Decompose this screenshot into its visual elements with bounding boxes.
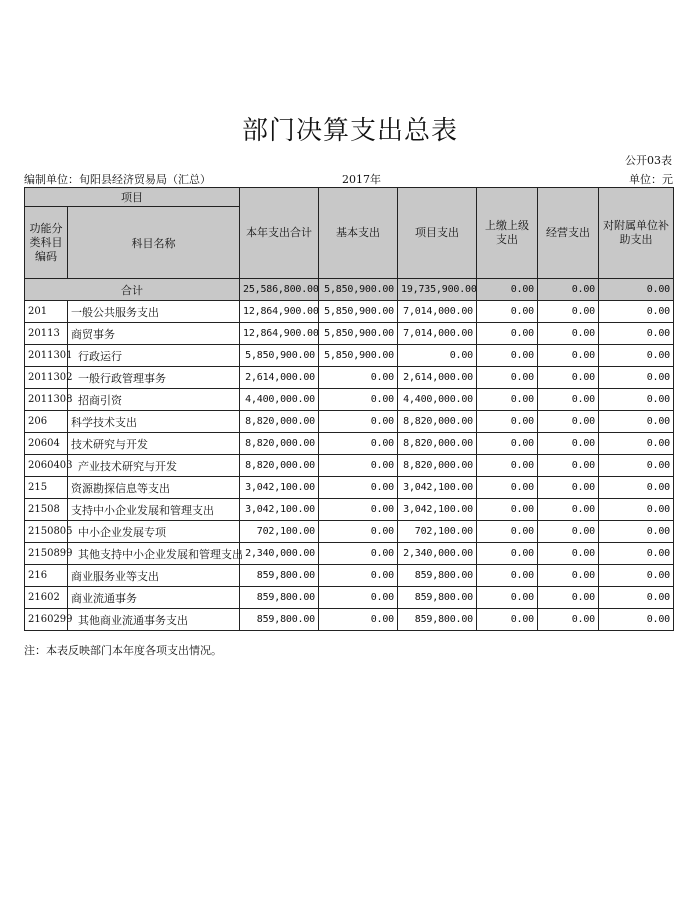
row-value: 0.00 — [319, 433, 398, 455]
row-value: 0.00 — [477, 323, 538, 345]
row-value: 2,340,000.00 — [240, 543, 319, 565]
row-value: 0.00 — [538, 455, 599, 477]
row-value: 0.00 — [599, 345, 674, 367]
row-value: 0.00 — [477, 367, 538, 389]
row-value: 4,400,000.00 — [240, 389, 319, 411]
row-value: 0.00 — [319, 543, 398, 565]
row-value: 3,042,100.00 — [240, 477, 319, 499]
row-value: 702,100.00 — [240, 521, 319, 543]
row-value: 2,614,000.00 — [398, 367, 477, 389]
row-value: 0.00 — [319, 411, 398, 433]
row-code: 21508 — [25, 499, 68, 521]
row-value: 0.00 — [477, 389, 538, 411]
row-value: 12,864,900.00 — [240, 323, 319, 345]
row-value: 0.00 — [538, 587, 599, 609]
row-name: 支持中小企业发展和管理支出 — [68, 499, 240, 521]
row-value: 12,864,900.00 — [240, 301, 319, 323]
row-value: 0.00 — [599, 609, 674, 631]
meta-row — [24, 171, 673, 187]
row-name: 科学技术支出 — [68, 411, 240, 433]
row-name: 商业服务业等支出 — [68, 565, 240, 587]
row-value: 8,820,000.00 — [398, 433, 477, 455]
row-value: 0.00 — [319, 389, 398, 411]
row-value: 0.00 — [477, 543, 538, 565]
page-title: 部门决算支出总表 — [241, 116, 458, 146]
row-value: 0.00 — [599, 367, 674, 389]
total-row — [25, 279, 674, 301]
row-name: 商贸事务 — [68, 323, 240, 345]
row-code: 216 — [25, 565, 68, 587]
row-code: 2160299 — [25, 609, 68, 631]
table-row — [25, 367, 674, 389]
total-value: 0.00 — [599, 279, 674, 301]
header-name: 科目名称 — [68, 207, 240, 279]
row-value: 0.00 — [538, 521, 599, 543]
table-row — [25, 521, 674, 543]
header-project: 项目支出 — [398, 188, 477, 279]
row-value: 859,800.00 — [398, 565, 477, 587]
row-value: 0.00 — [538, 301, 599, 323]
row-value: 0.00 — [599, 455, 674, 477]
header-code: 功能分类科目编码 — [25, 207, 68, 279]
total-value: 5,850,900.00 — [319, 279, 398, 301]
row-value: 8,820,000.00 — [398, 455, 477, 477]
total-value: 0.00 — [538, 279, 599, 301]
row-name: 商业流通事务 — [68, 587, 240, 609]
row-value: 0.00 — [599, 587, 674, 609]
row-name: 中小企业发展专项 — [68, 521, 240, 543]
row-value: 0.00 — [599, 543, 674, 565]
row-value: 859,800.00 — [398, 609, 477, 631]
row-value: 0.00 — [538, 543, 599, 565]
row-value: 0.00 — [477, 521, 538, 543]
table-row — [25, 609, 674, 631]
row-code: 2150899 — [25, 543, 68, 565]
row-code: 206 — [25, 411, 68, 433]
header-business: 经营支出 — [538, 188, 599, 279]
row-value: 859,800.00 — [240, 587, 319, 609]
row-code: 2150805 — [25, 521, 68, 543]
compiling-unit: 编制单位：旬阳县经济贸易局（汇总） — [24, 173, 211, 186]
row-value: 0.00 — [319, 455, 398, 477]
row-code: 215 — [25, 477, 68, 499]
row-value: 0.00 — [599, 521, 674, 543]
row-value: 8,820,000.00 — [398, 411, 477, 433]
header-subsidy: 对附属单位补助支出 — [599, 188, 674, 279]
row-value: 8,820,000.00 — [240, 411, 319, 433]
row-value: 8,820,000.00 — [240, 455, 319, 477]
row-value: 0.00 — [477, 587, 538, 609]
row-value: 3,042,100.00 — [240, 499, 319, 521]
row-code: 20113 — [25, 323, 68, 345]
row-value: 0.00 — [599, 477, 674, 499]
row-value: 0.00 — [538, 609, 599, 631]
row-value: 5,850,900.00 — [240, 345, 319, 367]
row-value: 0.00 — [477, 499, 538, 521]
table-row — [25, 455, 674, 477]
expenditure-table — [24, 187, 674, 631]
row-name: 资源勘探信息等支出 — [68, 477, 240, 499]
row-value: 5,850,900.00 — [319, 323, 398, 345]
row-value: 3,042,100.00 — [398, 477, 477, 499]
row-code: 21602 — [25, 587, 68, 609]
row-value: 0.00 — [477, 609, 538, 631]
row-value: 0.00 — [599, 301, 674, 323]
row-name: 产业技术研究与开发 — [68, 455, 240, 477]
row-value: 859,800.00 — [240, 565, 319, 587]
row-code: 201 — [25, 301, 68, 323]
row-code: 20604 — [25, 433, 68, 455]
row-value: 8,820,000.00 — [240, 433, 319, 455]
table-row — [25, 499, 674, 521]
row-name: 其他支持中小企业发展和管理支出 — [68, 543, 240, 565]
row-value: 0.00 — [599, 389, 674, 411]
row-value: 0.00 — [599, 411, 674, 433]
table-row — [25, 587, 674, 609]
header-total: 本年支出合计 — [240, 188, 319, 279]
row-value: 4,400,000.00 — [398, 389, 477, 411]
row-value: 0.00 — [538, 367, 599, 389]
row-value: 0.00 — [319, 565, 398, 587]
row-code: 2011301 — [25, 345, 68, 367]
row-value: 0.00 — [477, 411, 538, 433]
row-code: 2011308 — [25, 389, 68, 411]
currency-unit: 单位：元 — [629, 173, 673, 186]
row-value: 0.00 — [477, 433, 538, 455]
table-row — [25, 301, 674, 323]
row-name: 一般公共服务支出 — [68, 301, 240, 323]
row-value: 3,042,100.00 — [398, 499, 477, 521]
row-value: 0.00 — [538, 499, 599, 521]
row-value: 0.00 — [319, 609, 398, 631]
row-value: 2,340,000.00 — [398, 543, 477, 565]
row-value: 0.00 — [599, 499, 674, 521]
row-value: 0.00 — [398, 345, 477, 367]
row-name: 其他商业流通事务支出 — [68, 609, 240, 631]
row-value: 0.00 — [477, 301, 538, 323]
row-value: 0.00 — [477, 345, 538, 367]
footnote: 注：本表反映部门本年度各项支出情况。 — [24, 644, 222, 657]
row-value: 0.00 — [538, 411, 599, 433]
table-row — [25, 433, 674, 455]
row-code: 2011302 — [25, 367, 68, 389]
table-row — [25, 323, 674, 345]
row-value: 0.00 — [477, 477, 538, 499]
table-row — [25, 477, 674, 499]
row-value: 0.00 — [599, 433, 674, 455]
row-value: 0.00 — [319, 521, 398, 543]
row-value: 0.00 — [538, 345, 599, 367]
row-value: 0.00 — [538, 323, 599, 345]
row-value: 859,800.00 — [398, 587, 477, 609]
row-value: 0.00 — [599, 323, 674, 345]
total-label: 合计 — [25, 279, 240, 301]
row-value: 0.00 — [538, 477, 599, 499]
table-row — [25, 543, 674, 565]
table-row — [25, 345, 674, 367]
row-value: 0.00 — [477, 565, 538, 587]
row-value: 859,800.00 — [240, 609, 319, 631]
row-value: 0.00 — [319, 499, 398, 521]
row-name: 一般行政管理事务 — [68, 367, 240, 389]
row-value: 2,614,000.00 — [240, 367, 319, 389]
form-number: 公开03表 — [625, 154, 672, 167]
total-value: 0.00 — [477, 279, 538, 301]
row-value: 0.00 — [538, 389, 599, 411]
total-value: 25,586,800.00 — [240, 279, 319, 301]
row-value: 0.00 — [538, 565, 599, 587]
row-value: 702,100.00 — [398, 521, 477, 543]
table-row — [25, 389, 674, 411]
row-name: 行政运行 — [68, 345, 240, 367]
row-value: 5,850,900.00 — [319, 301, 398, 323]
row-value: 7,014,000.00 — [398, 323, 477, 345]
row-value: 0.00 — [319, 367, 398, 389]
row-value: 5,850,900.00 — [319, 345, 398, 367]
header-basic: 基本支出 — [319, 188, 398, 279]
row-value: 0.00 — [477, 455, 538, 477]
row-value: 0.00 — [319, 587, 398, 609]
row-value: 7,014,000.00 — [398, 301, 477, 323]
row-value: 0.00 — [538, 433, 599, 455]
report-year: 2017年 — [342, 173, 381, 186]
table-row — [25, 565, 674, 587]
row-name: 技术研究与开发 — [68, 433, 240, 455]
row-value: 0.00 — [319, 477, 398, 499]
row-value: 0.00 — [599, 565, 674, 587]
header-item: 项目 — [25, 188, 240, 207]
table-row — [25, 411, 674, 433]
row-name: 招商引资 — [68, 389, 240, 411]
total-value: 19,735,900.00 — [398, 279, 477, 301]
row-code: 2060403 — [25, 455, 68, 477]
header-upper: 上缴上级支出 — [477, 188, 538, 279]
